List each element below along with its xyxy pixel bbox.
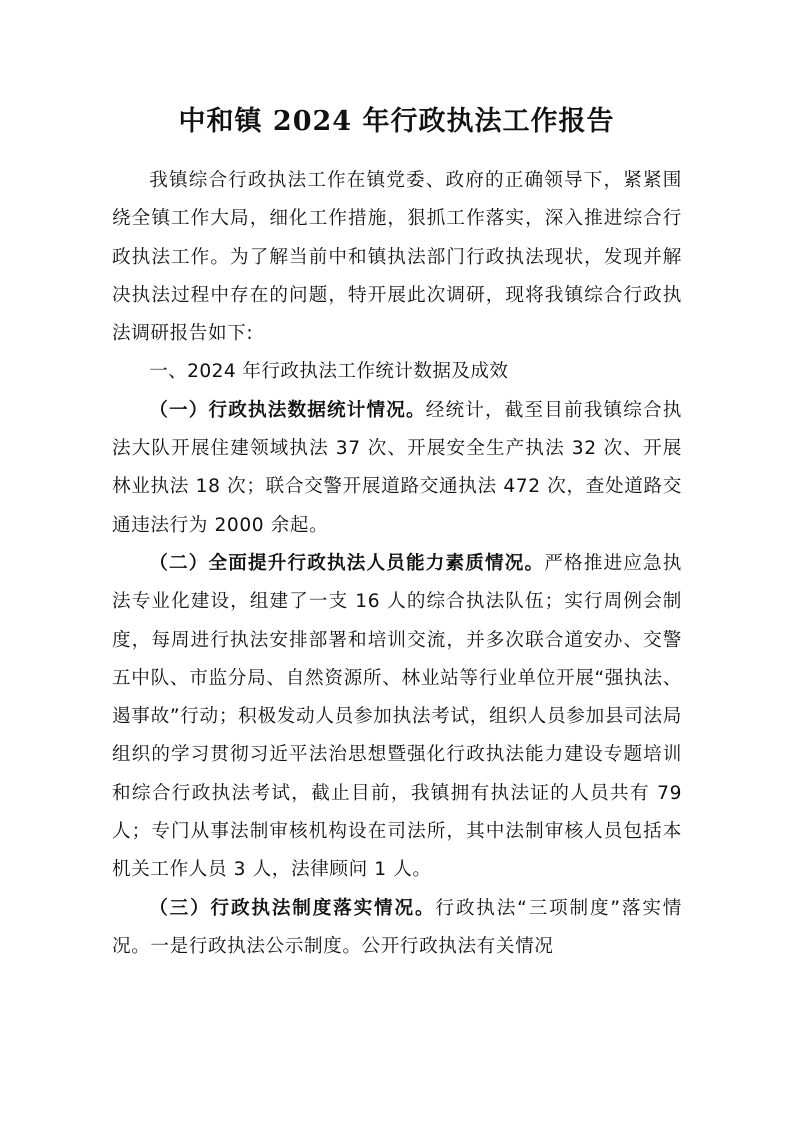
document-title: 中和镇 2024 年行政执法工作报告 xyxy=(178,106,615,137)
subsection-2-text: 严格推进应急执法专业化建设，组建了一支 16 人的综合执法队伍；实行周例会制度，每周进行执法安排部署和培训交流，并多次联合道安办、交警五中队、市监分局、自然资源所、林业站等行业单位开展“强执法、遏事故”行动；积极发动人员参加执法考试，组织人员参加县司法局组织的学习贯彻习近平法治思想暨强化行政执法能力建设专题培训和综合行政执法考试，截止目前，我镇拥有执法证的人员共有 79 人；专门从事法制审核机构设在司法所，其中法制审核人员包括本机关工作人员 3 人，法律顾问 1 人。 xyxy=(112,552,682,881)
subsection-1-paragraph xyxy=(112,392,682,545)
subsection-2-paragraph xyxy=(112,545,682,890)
subsection-3-paragraph xyxy=(112,890,682,967)
document-body xyxy=(112,162,682,966)
subsection-2-heading: （二）全面提升行政执法人员能力素质情况。 xyxy=(149,552,545,574)
subsection-1-heading: （一）行政执法数据统计情况。 xyxy=(149,399,426,421)
subsection-3-heading: （三）行政执法制度落实情况。 xyxy=(149,897,436,919)
subsection-1-text: 经统计，截至目前我镇综合执法大队开展住建领域执法 37 次、开展安全生产执法 32 次、开展林业执法 18 次；联合交警开展道路交通执法 472 次，查处道路交通违法行为 2000 余起。 xyxy=(112,399,682,536)
intro-paragraph: 我镇综合行政执法工作在镇党委、政府的正确领导下，紧紧围绕全镇工作大局，细化工作措施，狠抓工作落实，深入推进综合行政执法工作。为了解当前中和镇执法部门行政执法现状，发现并解决执法过程中存在的问题，特开展此次调研，现将我镇综合行政执法调研报告如下: xyxy=(112,170,682,345)
section-heading-1: 一、2024 年行政执法工作统计数据及成效 xyxy=(149,361,509,383)
subsection-3-text: 行政执法“三项制度”落实情况。一是行政执法公示制度。公开行政执法有关情况 xyxy=(112,897,682,957)
